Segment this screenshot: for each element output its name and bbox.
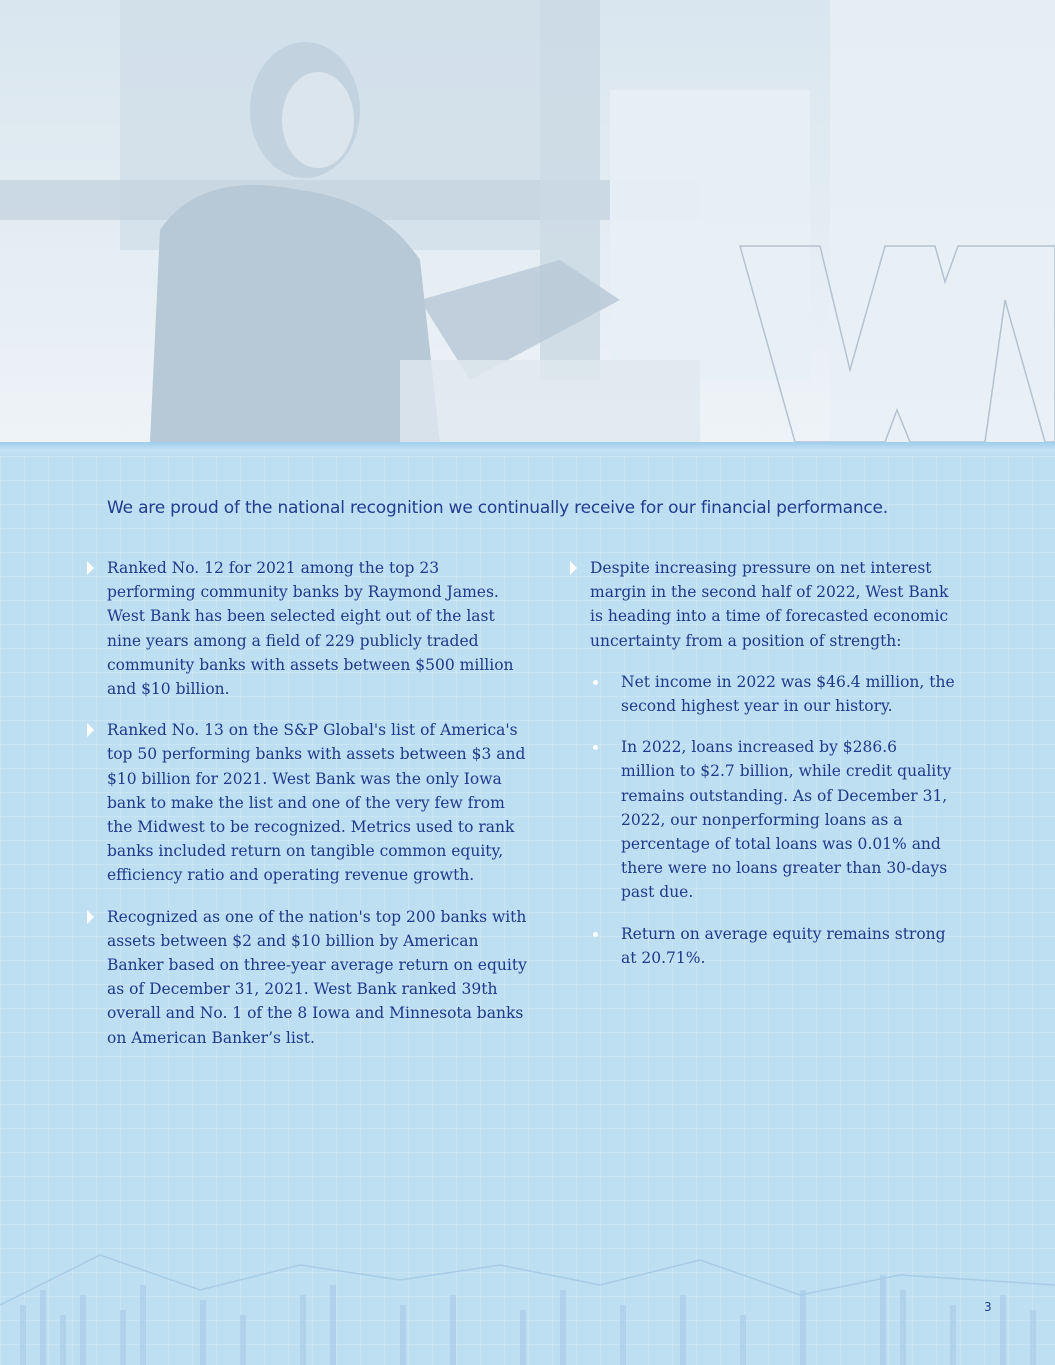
arrow-bullet-icon (87, 561, 94, 575)
arrow-bullet-icon (570, 561, 577, 575)
arrow-bullet-icon (87, 910, 94, 924)
sub-bullet-item (621, 735, 955, 904)
sub-bullet-item (621, 670, 955, 718)
header-photo-illustration (0, 0, 1055, 442)
decorative-chart-background (0, 1195, 1055, 1365)
list-item-text: Ranked No. 13 on the S&P Global's list of America's top 50 performing banks with assets between $3 and $10 billion for 2021. West Bank was the only Iowa bank to make the list and one of the very few from the Midwest to be recognized. Metrics used to rank banks included return on tangible common equity, efficiency ratio and operating revenue growth. (107, 721, 526, 885)
sub-bullet-text: Return on average equity remains strong at 20.71%. (621, 924, 946, 967)
list-item (107, 905, 532, 1050)
intro-heading: We are proud of the national recognition we continually receive for our financial performance. (107, 498, 889, 518)
left-column (107, 556, 532, 1067)
sub-bullet-item (621, 922, 955, 970)
dot-bullet-icon (593, 680, 598, 685)
arrow-bullet-icon (87, 723, 94, 737)
sub-bullet-text: Net income in 2022 was $46.4 million, the second highest year in our history. (621, 672, 955, 716)
right-column (590, 556, 955, 987)
list-item-text: Ranked No. 12 for 2021 among the top 23 performing community banks by Raymond James. West Bank has been selected eight out of the last nine years among a field of 229 publicly traded community banks with assets between $500 million and $10 billion. (107, 559, 514, 699)
list-item-text: Recognized as one of the nation's top 200 banks with assets between $2 and $10 billion by American Banker based on three-year average return on equity as of December 31, 2021. West Bank ranked 39th overall and No. 1 of the 8 Iowa and Minnesota banks on American Banker’s list. (107, 907, 527, 1047)
sub-bullet-text: In 2022, loans increased by $286.6 million to $2.7 billion, while credit quality remains outstanding. As of December 31, 2022, our nonperforming loans as a percentage of total loans was 0.01% and there were no loans greater than 30-days past due. (621, 738, 952, 902)
dot-bullet-icon (593, 932, 598, 937)
list-item (590, 556, 955, 653)
page-number: 3 (984, 1300, 992, 1314)
sub-bullet-list (590, 670, 955, 970)
list-item (107, 718, 532, 887)
dot-bullet-icon (593, 745, 598, 750)
list-item-text: Despite increasing pressure on net interest margin in the second half of 2022, West Bank is heading into a time of forecasted economic uncertainty from a position of strength: (590, 559, 949, 650)
header-photo (0, 0, 1055, 442)
section-divider (0, 442, 1055, 456)
list-item (107, 556, 532, 701)
